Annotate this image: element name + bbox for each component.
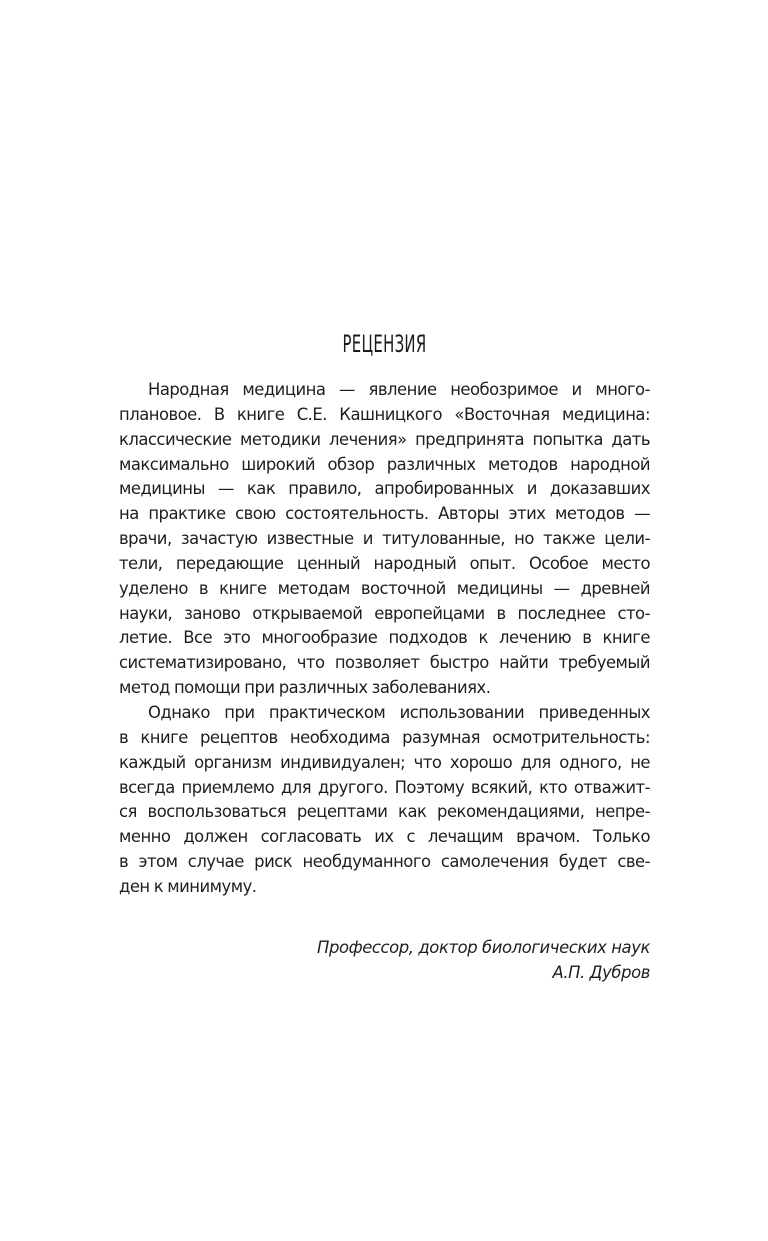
paragraph-1-line-3: классические методики лечения» предпринята попытка дать xyxy=(119,429,650,449)
paragraph-2-line-4: всегда приемлемо для другого. Поэтому всякий, кто отважит- xyxy=(119,777,650,797)
paragraph-1-line-1: Народная медицина — явление необозримое и много- xyxy=(148,380,650,399)
paragraph-1-line-5: медицины — как правило, апробированных и доказавших xyxy=(119,479,650,499)
paragraph-2-line-3: каждый организм индивидуален; что хорошо для одного, не xyxy=(119,752,650,772)
paragraph-1-line-7: врачи, зачастую известные и титулованные, но также цели- xyxy=(119,529,650,549)
paragraph-2-line-2: в книге рецептов необходима разумная осмотрительность: xyxy=(119,727,650,747)
paragraph-1 xyxy=(119,378,650,701)
paragraph-1-line-2: плановое. В книге С.Е. Кашницкого «Восточная медицина: xyxy=(119,404,650,424)
paragraph-1-line-4: максимально широкий обзор различных методов народной xyxy=(119,454,650,474)
signature-block xyxy=(119,935,650,985)
paragraph-1-line-6: на практике свою состоятельность. Авторы этих методов — xyxy=(119,504,650,524)
paragraph-2-line-1: Однако при практическом использовании приведенных xyxy=(148,702,650,722)
paragraph-2-line-6: менно должен согласовать их с лечащим врачом. Только xyxy=(119,827,650,847)
signature-name: А.П. Дубров xyxy=(552,962,650,982)
paragraph-2-line-7: в этом случае риск необдуманного самолечения будет све- xyxy=(119,852,650,872)
paragraph-1-line-8: тели, передающие ценный народный опыт. Особое место xyxy=(119,553,650,573)
page-title: РЕЦЕНЗИЯ xyxy=(342,330,427,358)
paragraph-1-line-9: уделено в книге методам восточной медицины — древней xyxy=(119,578,650,598)
paragraph-2 xyxy=(119,701,650,900)
paragraph-2-line-8: ден к минимуму. xyxy=(119,876,257,896)
paragraph-1-line-12: систематизировано, что позволяет быстро найти требуемый xyxy=(119,653,650,673)
review-body xyxy=(119,378,650,900)
paragraph-1-line-13: метод помощи при различных заболеваниях. xyxy=(119,678,491,698)
paragraph-1-line-10: науки, заново открываемой европейцами в последнее сто- xyxy=(119,603,650,623)
paragraph-1-line-11: летие. Все это многообразие подходов к лечению в книге xyxy=(119,628,650,648)
review-page xyxy=(119,318,650,985)
paragraph-2-line-5: ся воспользоваться рецептами как рекомендациями, непре- xyxy=(119,802,650,822)
signature-position: Профессор, доктор биологических наук xyxy=(317,937,650,957)
